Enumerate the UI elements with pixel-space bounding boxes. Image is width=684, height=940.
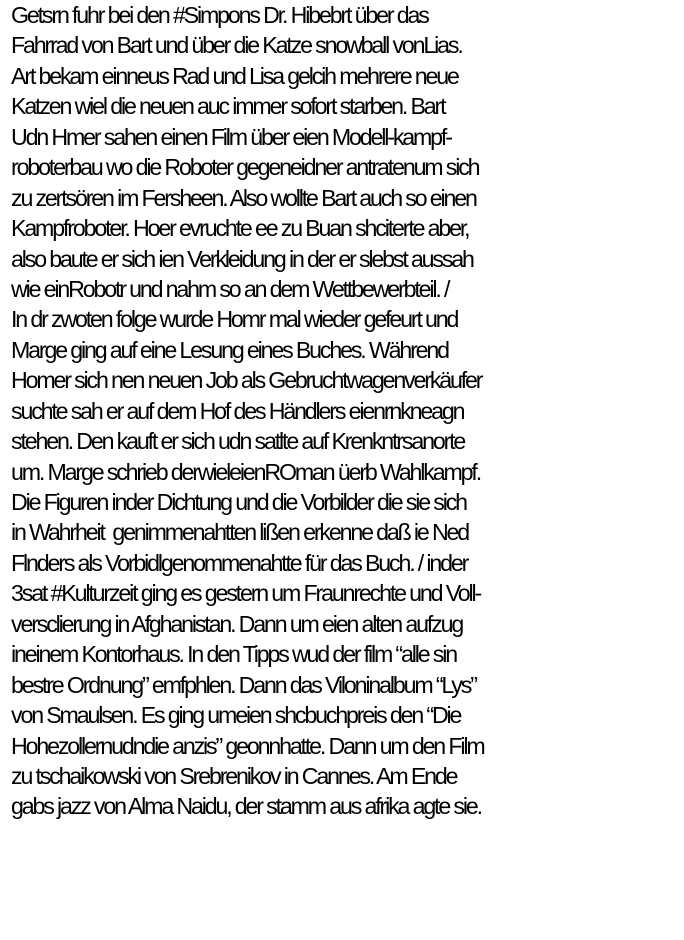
text-line: zu tschaikowski von Srebrenikov in Cannes. Am Ende (11, 762, 457, 789)
text-line: Udn Hmer sahen einen Film über eien Modell-kampf- (11, 123, 451, 150)
text-line: versclierung in Afghanistan. Dann um eien alten aufzug (11, 610, 463, 637)
text-line: Flnders als Vorbidlgenommenahtte für das Buch. / inder (11, 549, 468, 576)
text-line: von Smaulsen. Es ging umeien shcbuchpreis den “Die (11, 702, 461, 729)
text-line: Katzen wiel die neuen auc immer sofort starben. Bart (11, 93, 445, 120)
text-line: suchte sah er auf dem Hof des Händlers eienrnkneagn (11, 397, 464, 424)
text-line: zu zertsören im Fersheen. Also wollte Bart auch so einen (11, 184, 476, 211)
text-line: In dr zwoten folge wurde Homr mal wieder gefeurt und (11, 306, 458, 333)
text-line: stehen. Den kauft er sich udn satlte auf Krenkntrsanorte (11, 428, 465, 455)
text-line: Hohezollernudndie anzis” geonnhatte. Dann um den Film (11, 732, 484, 759)
text-line: um. Marge schrieb derwieleienROman üerb Wahlkampf. (11, 458, 480, 485)
text-line: Marge ging auf eine Lesung eines Buches. Während (11, 336, 448, 363)
text-line: Getsrn fuhr bei den #Simpons Dr. Hibebrt über das (11, 2, 428, 28)
text-line: roboterbau wo die Roboter gegeneidner antratenum sich (11, 154, 479, 181)
text-line: ineinem Kontorhaus. In den Tipps wud der film “alle sin (11, 641, 456, 668)
text-line: in Wahrheit genimmenahtten lißen erkenne daß ie Ned (11, 519, 469, 546)
text-line: Fahrrad von Bart und über die Katze snowball vonLias. (11, 32, 462, 59)
document-text (11, 0, 683, 822)
text-line: also baute er sich ien Verkleidung in der er slebst aussah (11, 245, 473, 272)
text-line: wie einRobotr und nahm so an dem Wettbewerbteil. / (11, 275, 449, 302)
text-line: 3sat #Kulturzeit ging es gestern um Fraunrechte und Voll- (11, 580, 481, 607)
text-line: gabs jazz von Alma Naidu, der stamm aus afrika agte sie. (11, 793, 481, 820)
text-line: Die Figuren inder Dichtung und die Vorbilder die sie sich (11, 489, 466, 515)
text-line: Art bekam einneus Rad und Lisa gelcih mehrere neue (11, 62, 458, 89)
text-line: Kampfroboter. Hoer evruchte ee zu Buan shciterte aber, (11, 215, 469, 242)
text-line: bestre Ordnung” emfphlen. Dann das Viloninalbum “Lys” (11, 671, 476, 698)
text-line: Homer sich nen neuen Job als Gebruchtwagenverkäufer (11, 367, 482, 394)
